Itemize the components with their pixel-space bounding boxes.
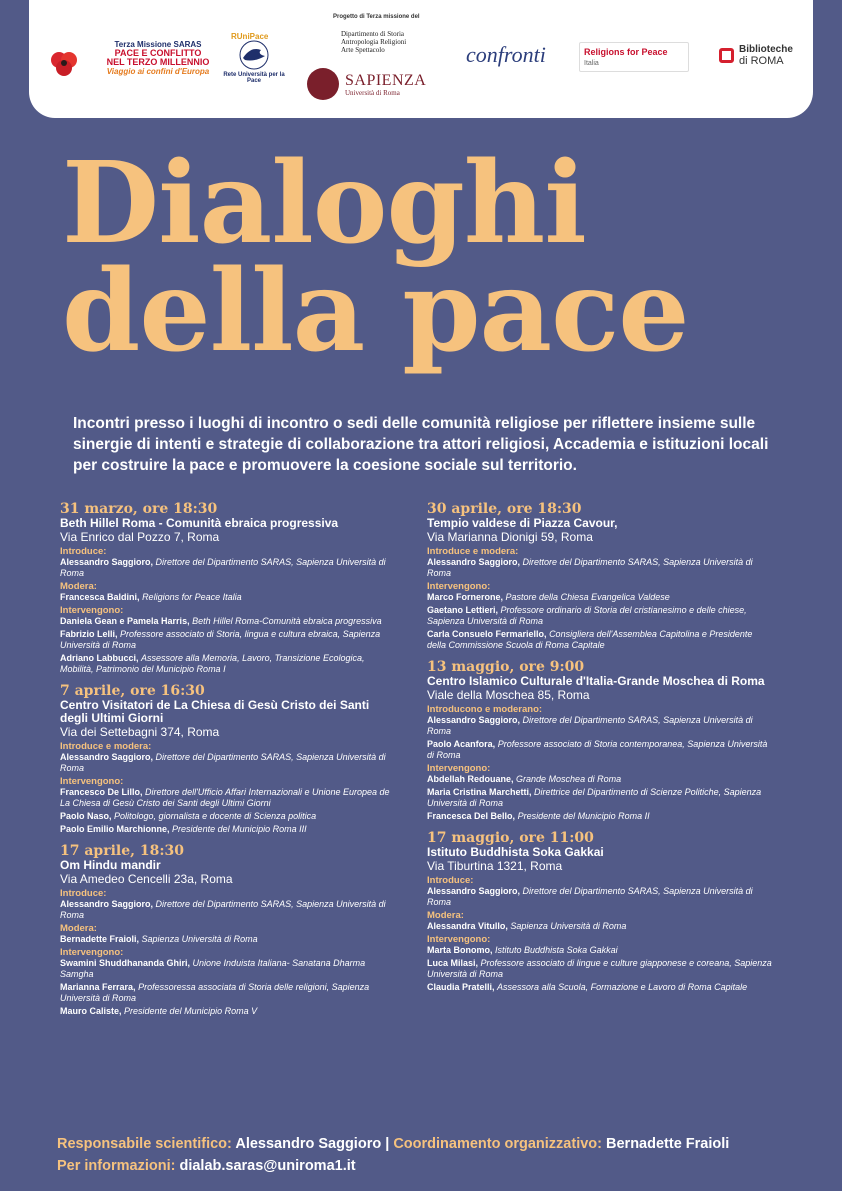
speaker-name: Francesco De Lillo, — [60, 787, 143, 797]
speaker-description: Istituto Buddhista Soka Gakkai — [495, 945, 618, 955]
speaker-name: Adriano Labbucci, — [60, 653, 139, 663]
speaker-description: Professore ordinario di Storia del cristianesimo e delle chiese, Sapienza Università di Roma — [427, 605, 747, 626]
event-address: Via dei Settebagni 374, Roma — [60, 725, 220, 739]
speaker-description: Politologo, giornalista e docente di Scienza politica — [114, 811, 317, 821]
speaker-entry — [427, 715, 772, 737]
poster-title — [62, 138, 822, 377]
sapienza-seal-icon — [307, 68, 339, 100]
speaker-entry — [427, 557, 772, 579]
speaker-description: Presidente del Municipio Roma III — [172, 824, 307, 834]
event-address: Viale della Moschea 85, Roma — [427, 688, 590, 702]
speaker-description: Professoressa associata di Storia delle religioni, Sapienza Università di Roma — [60, 982, 370, 1003]
speaker-description: Sapienza Università di Roma — [141, 934, 258, 944]
speaker-description: Unione Induista Italiana- Sanatana Dharma Samgha — [60, 958, 366, 979]
speaker-name: Mauro Caliste, — [60, 1006, 122, 1016]
speaker-name: Gaetano Lettieri, — [427, 605, 499, 615]
sapienza-department — [341, 30, 461, 54]
event-role-label: Introduce e modera: — [60, 741, 152, 752]
speaker-name: Maria Cristina Marchetti, — [427, 787, 532, 797]
speaker-description: Sapienza Università di Roma — [510, 921, 627, 931]
speaker-description: Presidente del Municipio Roma V — [124, 1006, 258, 1016]
speaker-description: Direttore del Dipartimento SARAS, Sapienza Università di Roma — [427, 715, 753, 736]
speaker-description: Direttore del Dipartimento SARAS, Sapienza Università di Roma — [60, 899, 386, 920]
speaker-entry — [427, 592, 772, 603]
speaker-entry — [60, 752, 390, 774]
event-role-label: Intervengono: — [60, 605, 124, 616]
speaker-description: Assessore alla Memoria, Lavoro, Transizione Ecologica, Mobilità, Patrimonio del Municipio Roma I — [60, 653, 365, 674]
rfp-country: Italia — [584, 60, 599, 67]
resp-value: Alessandro Saggioro — [235, 1136, 382, 1152]
event-role-label: Introduce e modera: — [427, 546, 519, 557]
speaker-description: Assessora alla Scuola, Formazione e Lavoro di Roma Capitale — [497, 982, 748, 992]
speaker-entry — [427, 886, 772, 908]
speaker-name: Claudia Pratelli, — [427, 982, 495, 992]
event-block — [60, 844, 390, 1017]
event-block — [60, 502, 390, 675]
event-role-label: Introducono e moderano: — [427, 704, 543, 715]
speaker-entry — [60, 934, 390, 945]
partner-logo-bar — [29, 0, 813, 118]
event-date: 17 aprile, 18:30 — [60, 843, 185, 859]
event-block — [427, 831, 772, 993]
dept-line: Antropologia Religioni — [341, 38, 407, 46]
sapienza-name: SAPIENZA — [345, 72, 427, 89]
speaker-name: Swamini Shuddhananda Ghiri, — [60, 958, 191, 968]
footer — [57, 1133, 817, 1177]
events-right-column — [427, 502, 772, 1002]
speaker-description: Consigliera dell'Assemblea Capitolina e Presidente della Commissione Scuola di Roma Capitale — [427, 629, 753, 650]
dept-line: Arte Spettacolo — [341, 46, 385, 54]
speaker-name: Luca Milasi, — [427, 958, 479, 968]
speaker-name: Alessandro Saggioro, — [60, 752, 154, 762]
title-line2: della pace — [62, 246, 689, 377]
events-left-column — [60, 502, 390, 1026]
speaker-entry — [60, 958, 390, 980]
speaker-entry — [427, 739, 772, 761]
event-date: 7 aprile, ore 16:30 — [60, 683, 205, 699]
speaker-description: Pastore della Chiesa Evangelica Valdese — [505, 592, 670, 602]
event-venue: Centro Islamico Culturale d'Italia-Grande Moschea di Roma — [427, 674, 765, 688]
speaker-entry — [60, 787, 390, 809]
resp-label: Responsabile scientifico: — [57, 1136, 232, 1152]
speaker-name: Alessandro Saggioro, — [60, 899, 154, 909]
speaker-entry — [427, 982, 772, 993]
speaker-name: Alessandro Saggioro, — [60, 557, 154, 567]
intro-text: Incontri presso i luoghi di incontro o sedi delle comunità religiose per riflettere insieme sulle sinergie di intenti e strategie di collaborazione tra attori religiosi, Accademia e istituzioni locali per costruire la pace e promuovere la coesione sociale sul territorio. — [73, 415, 769, 474]
speaker-entry — [60, 616, 390, 627]
event-date: 31 marzo, ore 18:30 — [60, 501, 218, 517]
poppy-icon — [49, 48, 79, 78]
speaker-entry — [427, 774, 772, 785]
speaker-entry — [427, 787, 772, 809]
speaker-entry — [427, 811, 772, 822]
event-venue: Centro Visitatori de La Chiesa di Gesù Cristo dei Santi degli Ultimi Giorni — [60, 698, 370, 725]
dove-icon — [237, 40, 271, 70]
speaker-name: Bernadette Fraioli, — [60, 934, 140, 944]
speaker-name: Alessandra Vitullo, — [427, 921, 508, 931]
event-venue: Istituto Buddhista Soka Gakkai — [427, 845, 604, 859]
speaker-description: Beth Hillel Roma-Comunità ebraica progressiva — [192, 616, 382, 626]
speaker-description: Direttrice del Dipartimento di Scienze Politiche, Sapienza Università di Roma — [427, 787, 762, 808]
speaker-name: Marianna Ferrara, — [60, 982, 136, 992]
saras-line2: PACE E CONFLITTO — [114, 48, 202, 58]
event-block — [427, 502, 772, 651]
speaker-description: Professore associato di Storia contemporanea, Sapienza Università di Roma — [427, 739, 768, 760]
footer-line1 — [57, 1133, 817, 1155]
event-role-label: Modera: — [427, 910, 464, 921]
event-role-label: Intervengono: — [427, 581, 491, 592]
speaker-entry — [427, 958, 772, 980]
speaker-entry — [60, 592, 390, 603]
event-address: Via Enrico dal Pozzo 7, Roma — [60, 530, 220, 544]
saras-line3: NEL TERZO MILLENNIO — [106, 57, 210, 67]
saras-line4: Viaggio ai confini d'Europa — [106, 67, 210, 76]
speaker-entry — [60, 982, 390, 1004]
speaker-entry — [60, 899, 390, 921]
speaker-name: Daniela Gean e Pamela Harris, — [60, 616, 190, 626]
speaker-name: Marta Bonomo, — [427, 945, 493, 955]
event-role-label: Modera: — [60, 923, 97, 934]
rfp-name: Religions for Peace — [584, 47, 668, 57]
speaker-description: Presidente del Municipio Roma II — [517, 811, 650, 821]
religions-for-peace-logo — [579, 42, 689, 72]
event-date: 30 aprile, ore 18:30 — [427, 501, 582, 517]
speaker-description: Direttore del Dipartimento SARAS, Sapienza Università di Roma — [60, 557, 386, 578]
event-address: Via Marianna Dionigi 59, Roma — [427, 530, 593, 544]
speaker-entry — [427, 605, 772, 627]
speaker-entry — [60, 1006, 390, 1017]
title-line1: Dialoghi — [62, 138, 586, 269]
speaker-description: Professore associato di lingue e culture giapponese e coreana, Sapienza Università di Roma — [427, 958, 772, 979]
speaker-name: Marco Fornerone, — [427, 592, 504, 602]
event-role-label: Introduce: — [60, 546, 107, 557]
speaker-entry — [427, 921, 772, 932]
event-role-label: Intervengono: — [60, 776, 124, 787]
event-role-label: Introduce: — [427, 875, 474, 886]
biblioteche-mark-icon — [719, 48, 734, 63]
runipace-subtitle: Rete Università per la Pace — [223, 72, 285, 84]
event-address: Via Amedeo Cencelli 23a, Roma — [60, 872, 233, 886]
speaker-entry — [60, 653, 390, 675]
speaker-name: Alessandro Saggioro, — [427, 886, 521, 896]
dept-line: Dipartimento di Storia — [341, 30, 404, 38]
speaker-entry — [427, 945, 772, 956]
speaker-name: Carla Consuelo Fermariello, — [427, 629, 547, 639]
coord-label: Coordinamento organizzativo: — [393, 1136, 602, 1152]
speaker-description: Direttore del Dipartimento SARAS, Sapienza Università di Roma — [427, 557, 753, 578]
event-venue: Om Hindu mandir — [60, 858, 161, 872]
speaker-name: Paolo Naso, — [60, 811, 112, 821]
confronti-logo: confronti — [466, 42, 546, 67]
event-block — [60, 684, 390, 835]
speaker-entry — [60, 811, 390, 822]
event-role-label: Intervengono: — [60, 947, 124, 958]
saras-line1: Terza Missione SARAS — [114, 40, 202, 49]
speaker-description: Direttore del Dipartimento SARAS, Sapienza Università di Roma — [427, 886, 753, 907]
footer-line2 — [57, 1155, 817, 1177]
speaker-name: Alessandro Saggioro, — [427, 715, 521, 725]
event-date: 13 maggio, ore 9:00 — [427, 659, 585, 675]
sapienza-university: Università di Roma — [345, 89, 400, 97]
event-venue: Beth Hillel Roma - Comunità ebraica progressiva — [60, 516, 339, 530]
speaker-entry — [60, 557, 390, 579]
coord-value: Bernadette Fraioli — [606, 1136, 730, 1152]
speaker-entry — [427, 629, 772, 651]
speaker-description: Professore associato di Storia, lingua e cultura ebraica, Sapienza Università di Roma — [60, 629, 381, 650]
speaker-name: Paolo Acanfora, — [427, 739, 496, 749]
speaker-name: Paolo Emilio Marchionne, — [60, 824, 170, 834]
speaker-description: Direttore dell'Ufficio Affari Internazionali e Unione Europea de La Chiesa di Gesù Cristo dei Santi degli Ultimi Giorni — [60, 787, 390, 808]
speaker-name: Alessandro Saggioro, — [427, 557, 521, 567]
speaker-entry — [60, 824, 390, 835]
event-role-label: Introduce: — [60, 888, 107, 899]
info-email[interactable]: dialab.saras@uniroma1.it — [179, 1158, 356, 1174]
sapienza-project: Progetto di Terza missione del — [333, 14, 420, 20]
biblioteche-line2: di ROMA — [739, 55, 784, 67]
speaker-description: Direttore del Dipartimento SARAS, Sapienza Università di Roma — [60, 752, 386, 773]
footer-separator: | — [385, 1136, 390, 1152]
speaker-name: Francesca Del Bello, — [427, 811, 516, 821]
biblioteche-line1: Biblioteche — [739, 44, 793, 55]
event-block — [427, 660, 772, 822]
runipace-title: RUniPace — [231, 32, 269, 41]
speaker-description: Grande Moschea di Roma — [516, 774, 622, 784]
event-role-label: Intervengono: — [427, 763, 491, 774]
event-address: Via Tiburtina 1321, Roma — [427, 859, 563, 873]
event-venue: Tempio valdese di Piazza Cavour, — [427, 516, 618, 530]
speaker-description: Religions for Peace Italia — [142, 592, 242, 602]
event-role-label: Intervengono: — [427, 934, 491, 945]
speaker-entry — [60, 629, 390, 651]
event-date: 17 maggio, ore 11:00 — [427, 830, 594, 846]
runipace-logo — [219, 28, 289, 88]
event-role-label: Modera: — [60, 581, 97, 592]
speaker-name: Fabrizio Lelli, — [60, 629, 118, 639]
speaker-name: Abdellah Redouane, — [427, 774, 514, 784]
info-label: Per informazioni: — [57, 1158, 176, 1174]
speaker-name: Francesca Baldini, — [60, 592, 140, 602]
